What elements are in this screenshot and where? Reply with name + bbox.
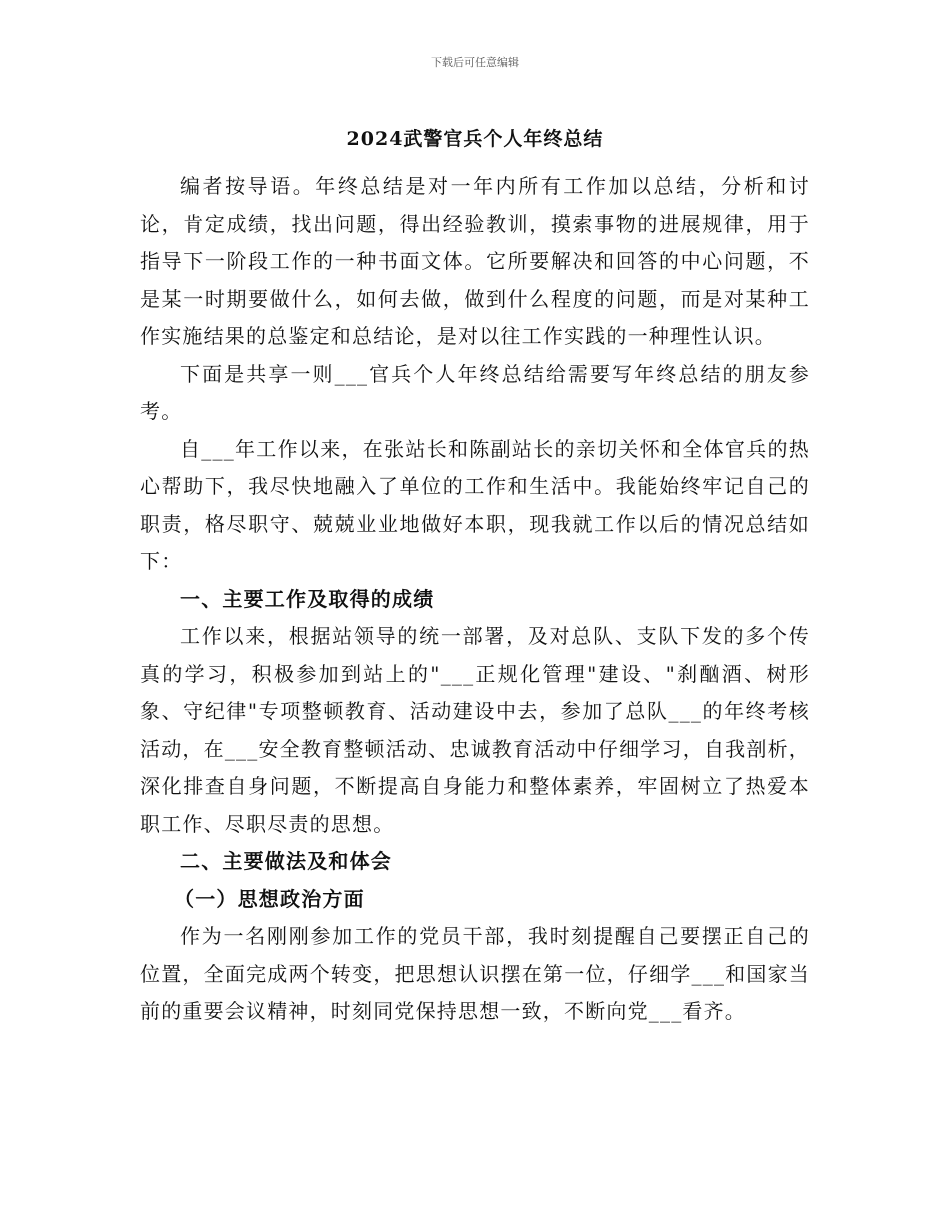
paragraph-share-intro: 下面是共享一则___官兵个人年终总结给需要写年终总结的朋友参考。 — [140, 361, 810, 423]
document-body — [140, 168, 810, 1031]
page-header: 下载后可任意编辑 — [431, 56, 519, 69]
paragraph-political: 作为一名刚刚参加工作的党员干部，我时刻提醒自己要摆正自己的位置，全面完成两个转变，把思想认识摆在第一位，仔细学___和国家当前的重要会议精神，时刻同党保持思想一致，不断向党___看齐。 — [140, 924, 810, 1023]
paragraph-editor-note: 编者按导语。年终总结是对一年内所有工作加以总结，分析和讨论，肯定成绩，找出问题，得出经验教训，摸索事物的进展规律，用于指导下一阶段工作的一种书面文体。它所要解决和回答的中心问题，不是某一时期要做什么，如何去做，做到什么程度的问题，而是对某种工作实施结果的总鉴定和总结论，是对以往工作实践的一种理性认识。 — [140, 174, 810, 348]
section-heading-methods: 二、主要做法及和体会 — [180, 849, 392, 873]
document-title: 2024武警官兵个人年终总结 — [346, 128, 604, 150]
paragraph-opening: 自___年工作以来，在张站长和陈副站长的亲切关怀和全体官兵的热心帮助下，我尽快地融入了单位的工作和生活中。我能始终牢记自己的职责，格尽职守、兢兢业业地做好本职，现我就工作以后的情况总结如下： — [140, 436, 810, 573]
section-heading-main-work: 一、主要工作及取得的成绩 — [180, 586, 435, 611]
paragraph-main-work: 工作以来，根据站领导的统一部署，及对总队、支队下发的多个传真的学习，积极参加到站上的"___正规化管理"建设、"刹酗酒、树形象、守纪律"专项整顿教育、活动建设中去，参加了总队___的年终考核活动，在___安全教育整顿活动、忠诚教育活动中仔细学习，自我剖析，深化排查自身问题，不断提高自身能力和整体素养，牢固树立了热爱本职工作、尽职尽责的思想。 — [140, 624, 810, 836]
subsection-heading-political: （一）思想政治方面 — [174, 886, 365, 911]
